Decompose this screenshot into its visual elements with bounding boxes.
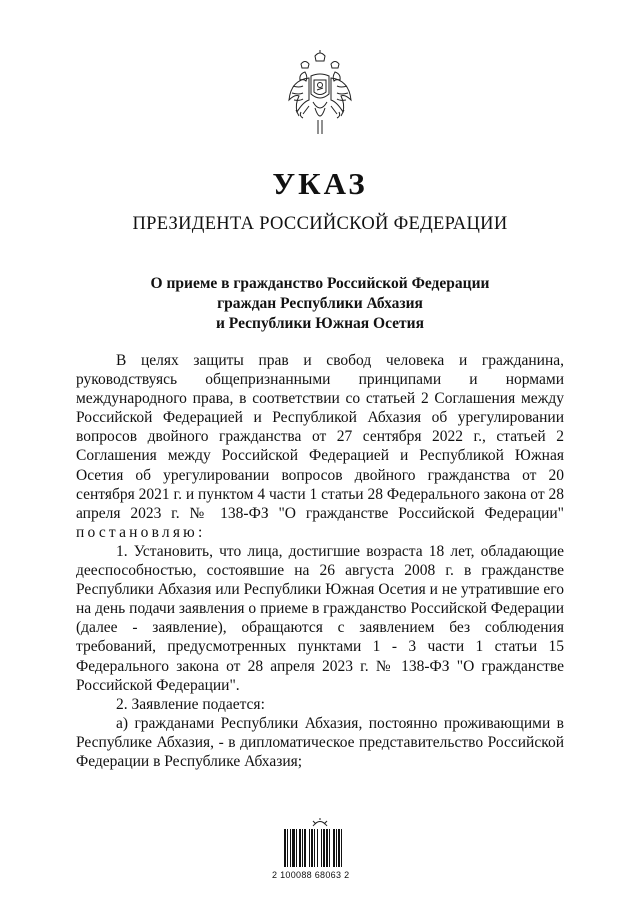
barcode-stripe: [309, 829, 310, 867]
barcode-stripe: [302, 829, 303, 867]
barcode-stripe: [299, 829, 301, 867]
heading-line-3: и Республики Южная Осетия: [216, 315, 424, 332]
barcode-small-emblem-icon: [312, 818, 328, 828]
document-subtitle: ПРЕЗИДЕНТА РОССИЙСКОЙ ФЕДЕРАЦИИ: [132, 214, 508, 234]
barcode-stripe: [326, 829, 328, 867]
barcode-stripe: [333, 829, 335, 867]
barcode: [272, 818, 368, 884]
barcode-stripe: [321, 829, 322, 867]
barcode-stripe: [304, 829, 306, 867]
coat-of-arms-emblem-icon: [287, 50, 353, 142]
document-title: УКАЗ: [272, 166, 368, 201]
barcode-stripe: [290, 829, 291, 867]
barcode-stripe: [314, 829, 315, 867]
preamble-text: В целях защиты прав и свобод человека и гражданина, руководствуясь общепризнанными принципами и нормами международного права, в соответствии со статьей 2 Соглашения между Российской Федерацией и Республикой Абхазия об урегулировании вопросов двойного гражданства от 27 сентября 2022 г., статьей 2 Соглашения между Российской Федерацией и Республикой Южная Осетия об урегулировании вопросов двойного гражданства от 20 сентября 2021 г. и пунктом 4 части 1 статьи 28 Федерального закона от 28 апреля 2023 г. № 138-ФЗ "О гражданстве Российской Федерации": [76, 352, 564, 522]
heading-line-2: граждан Республики Абхазия: [217, 295, 423, 312]
barcode-stripe: [323, 829, 325, 867]
barcode-number: 2 100088 68063 2: [272, 870, 350, 880]
item-2a-paragraph: а) гражданами Республики Абхазия, постоянно проживающими в Республике Абхазия, - в дипломатическое представительство Российской Федерации в Республике Абхазия;: [76, 714, 564, 770]
barcode-stripe: [338, 829, 340, 867]
decree-body: [76, 351, 564, 771]
barcode-stripe: [329, 829, 330, 867]
barcode-stripe: [296, 829, 297, 867]
barcode-stripe: [341, 829, 342, 867]
item-1-paragraph: 1. Установить, что лица, достигшие возраста 18 лет, обладающие дееспособностью, состоявшие на 26 августа 2008 г. в гражданстве Республики Абхазия или Республики Южная Осетия и не утратившие его на день подачи заявления о приеме в гражданство Российской Федерации (далее - заявление), обращаются с заявлением без соблюдения требований, предусмотренных пунктами 1 - 3 части 1 статьи 15 Федерального закона от 28 апреля 2023 г. № 138-ФЗ "О гражданстве Российской Федерации".: [76, 542, 564, 694]
barcode-stripe: [317, 829, 318, 867]
barcode-stripe: [311, 829, 313, 867]
decree-word: постановляю:: [76, 523, 206, 541]
heading-line-1: О приеме в гражданство Российской Федерации: [150, 275, 490, 292]
barcode-stripe: [287, 829, 288, 867]
barcode-stripe: [336, 829, 337, 867]
barcode-stripe: [292, 829, 295, 867]
barcode-bars: [284, 829, 360, 867]
item-2-paragraph: 2. Заявление подается:: [116, 695, 265, 713]
preamble-paragraph: [76, 351, 564, 542]
barcode-stripe: [284, 829, 286, 867]
decree-heading: [60, 274, 580, 334]
